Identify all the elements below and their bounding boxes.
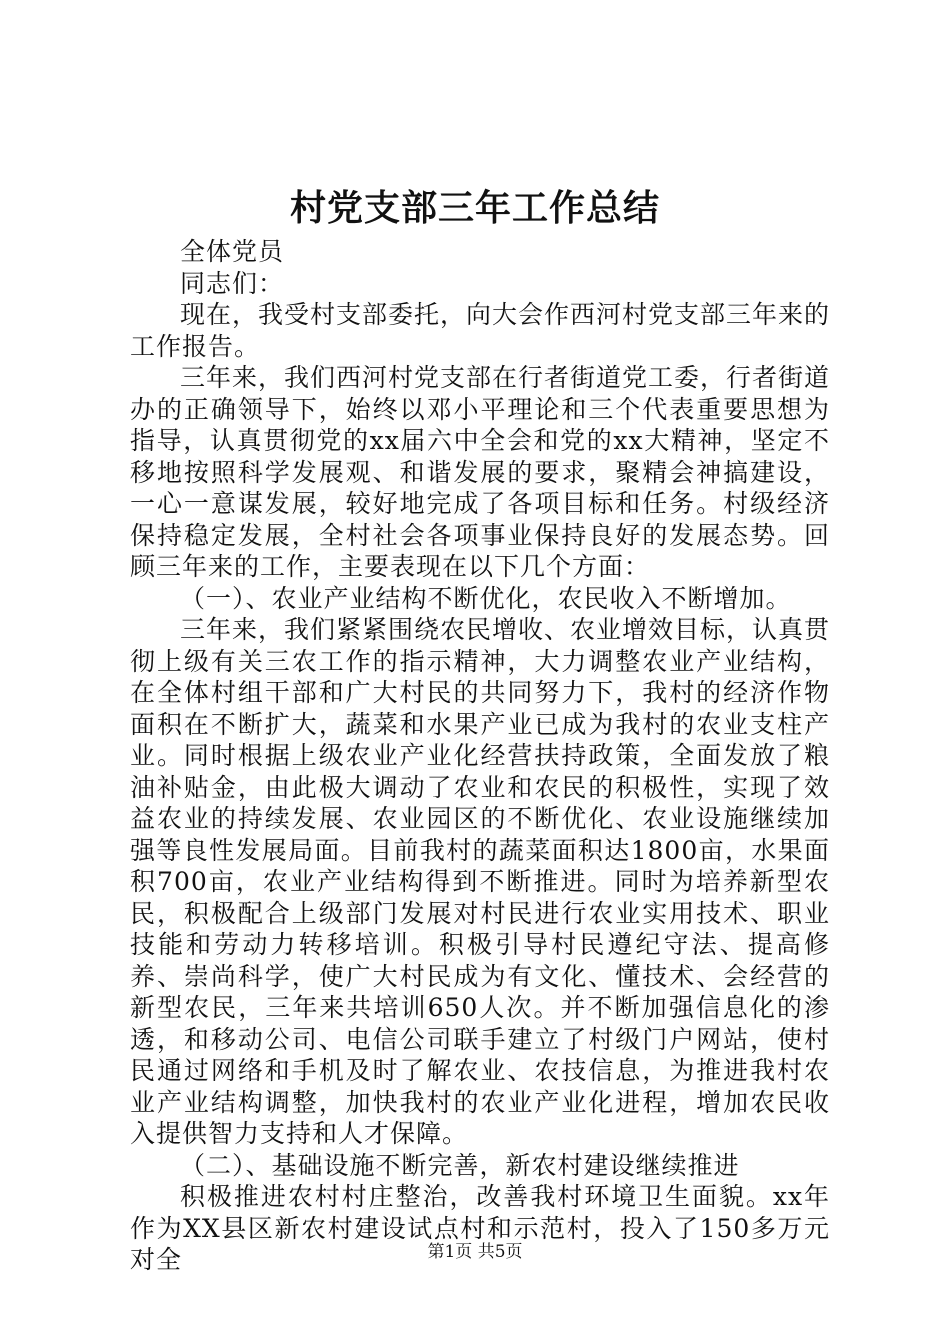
page-number-footer: 第1页 共5页: [427, 1242, 523, 1262]
section-heading: （一）、农业产业结构不断优化，农民收入不断增加。: [180, 583, 792, 613]
salutation-line: 同志们：: [180, 268, 285, 298]
salutation-line: 全体党员: [180, 237, 285, 266]
body-paragraph: 三年来，我们紧紧围绕农民增收、农业增效目标，认真贯彻上级有关三农工作的指示精神，大力调整农业产业结构，在全体村组干部和广大村民的共同努力下，我村的经济作物面积在不断扩大，蔬菜和水果产业已成为我村的农业支柱产业。同时根据上级农业产业化经营扶持政策，全面发放了粮油补贴金，由此极大调动了农业和农民的积极性，实现了效益农业的持续发展、农业园区的不断优化、农业设施继续加强等良性发展局面。目前我村的蔬菜面积达1800亩，水果面积700亩，农业产业结构得到不断推进。同时为培养新型农民，积极配合上级部门发展对村民进行农业实用技术、职业技能和劳动力转移培训。积极引导村民遵纪守法、提高修养、崇尚科学，使广大村民成为有文化、懂技术、会经营的新型农民，三年来共培训650人次。并不断加强信息化的渗透，和移动公司、电信公司联手建立了村级门户网站，使村民通过网络和手机及时了解农业、农技信息，为推进我村农业产业结构调整，加快我村的农业产业化进程，增加农民收入提供智力支持和人才保障。: [130, 615, 831, 1148]
body-paragraph: 现在，我受村支部委托，向大会作西河村党支部三年来的工作报告。: [130, 300, 831, 361]
body-paragraph: 三年来，我们西河村党支部在行者街道党工委，行者街道办的正确领导下，始终以邓小平理论和三个代表重要思想为指导，认真贯彻党的xx届六中全会和党的xx大精神，坚定不移地按照科学发展观、和谐发展的要求，聚精会神搞建设，一心一意谋发展，较好地完成了各项目标和任务。村级经济保持稳定发展，全村社会各项事业保持良好的发展态势。回顾三年来的工作，主要表现在以下几个方面：: [130, 363, 831, 581]
document-body: [130, 236, 830, 1276]
document-title: 村党支部三年工作总结: [289, 187, 660, 229]
body-paragraph: 积极推进农村村庄整治，改善我村环境卫生面貌。xx年作为XX县区新农村建设试点村和示范村，投入了150多万元对全: [130, 1182, 830, 1274]
section-heading: （二）、基础设施不断完善，新农村建设继续推进: [180, 1150, 740, 1180]
